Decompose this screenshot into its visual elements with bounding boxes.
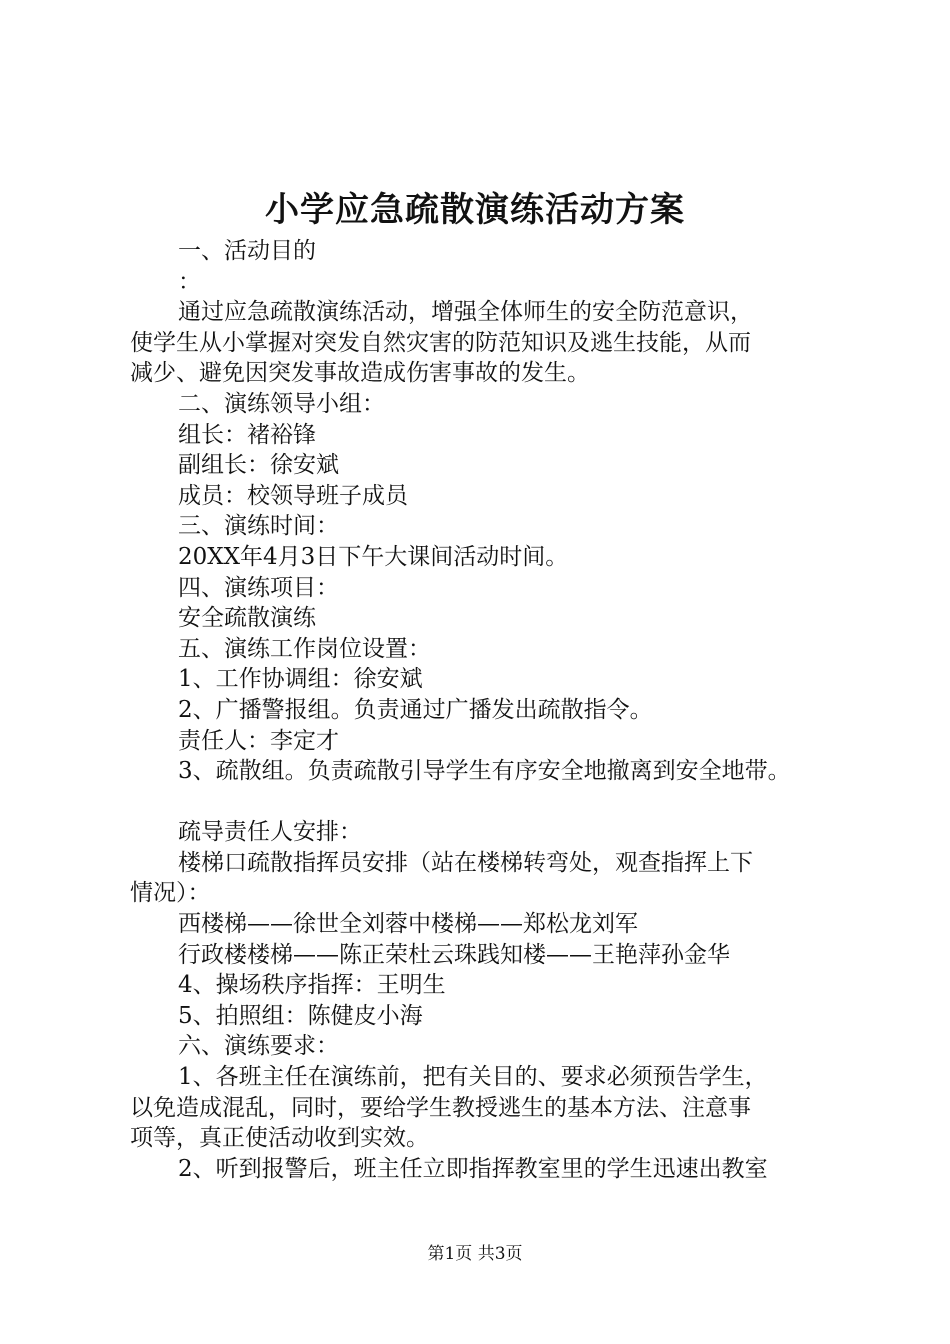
body-line: 2、广播警报组。负责通过广播发出疏散指令。 xyxy=(178,696,653,723)
body-line: 安全疏散演练 xyxy=(178,605,316,632)
body-line: 5、拍照组：陈健皮小海 xyxy=(178,1002,423,1029)
paragraph-line: 通过应急疏散演练活动，增强全体师生的安全防范意识， xyxy=(178,299,753,326)
body-line: 成员：校领导班子成员 xyxy=(178,482,408,509)
body-line: 责任人：李定才 xyxy=(178,727,339,754)
document-title: 小学应急疏散演练活动方案 xyxy=(265,190,685,230)
paragraph-line: 使学生从小掌握对突发自然灾害的防范知识及逃生技能，从而 xyxy=(130,329,751,356)
paragraph-line: 楼梯口疏散指挥员安排（站在楼梯转弯处，观查指挥上下 xyxy=(178,849,753,876)
body-line: 组长：褚裕锋 xyxy=(178,421,316,448)
blank-line xyxy=(130,787,840,818)
section-heading-leadership: 二、演练领导小组： xyxy=(178,390,385,417)
paragraph-line: 以免造成混乱，同时，要给学生教授逃生的基本方法、注意事 xyxy=(130,1094,751,1121)
page-number-footer: 第1页 共3页 xyxy=(427,1244,523,1264)
paragraph-line: 1、各班主任在演练前，把有关目的、要求必须预告学生， xyxy=(178,1064,768,1091)
body-line: 行政楼楼梯——陈正荣杜云珠践知楼——王艳萍孙金华 xyxy=(178,941,730,968)
document-body xyxy=(130,236,840,1184)
body-line: 20XX年4月3日下午大课间活动时间。 xyxy=(178,543,569,570)
section-heading-project: 四、演练项目： xyxy=(178,574,339,601)
body-line: 4、操场秩序指挥：王明生 xyxy=(178,972,446,999)
body-line: 3、疏散组。负责疏散引导学生有序安全地撤离到安全地带。 xyxy=(178,758,791,785)
section-heading-positions: 五、演练工作岗位设置： xyxy=(178,635,431,662)
paragraph-line: 减少、避免因突发事故造成伤害事故的发生。 xyxy=(130,360,590,387)
paragraph-line: 项等，真正使活动收到实效。 xyxy=(130,1125,429,1152)
paragraph-line: 2、听到报警后，班主任立即指挥教室里的学生迅速出教室 xyxy=(178,1155,768,1182)
body-line: 1、工作协调组：徐安斌 xyxy=(178,666,423,693)
section-heading-purpose: 一、活动目的 xyxy=(178,238,316,264)
body-line: 副组长：徐安斌 xyxy=(178,452,339,479)
section-heading-time: 三、演练时间： xyxy=(178,513,339,540)
paragraph-line: 情况）： xyxy=(130,880,211,907)
body-line: 西楼梯——徐世全刘蓉中楼梯——郑松龙刘军 xyxy=(178,911,638,938)
body-line: 疏导责任人安排： xyxy=(178,819,362,846)
section-heading-requirements: 六、演练要求： xyxy=(178,1033,339,1060)
body-line: ： xyxy=(178,268,201,295)
